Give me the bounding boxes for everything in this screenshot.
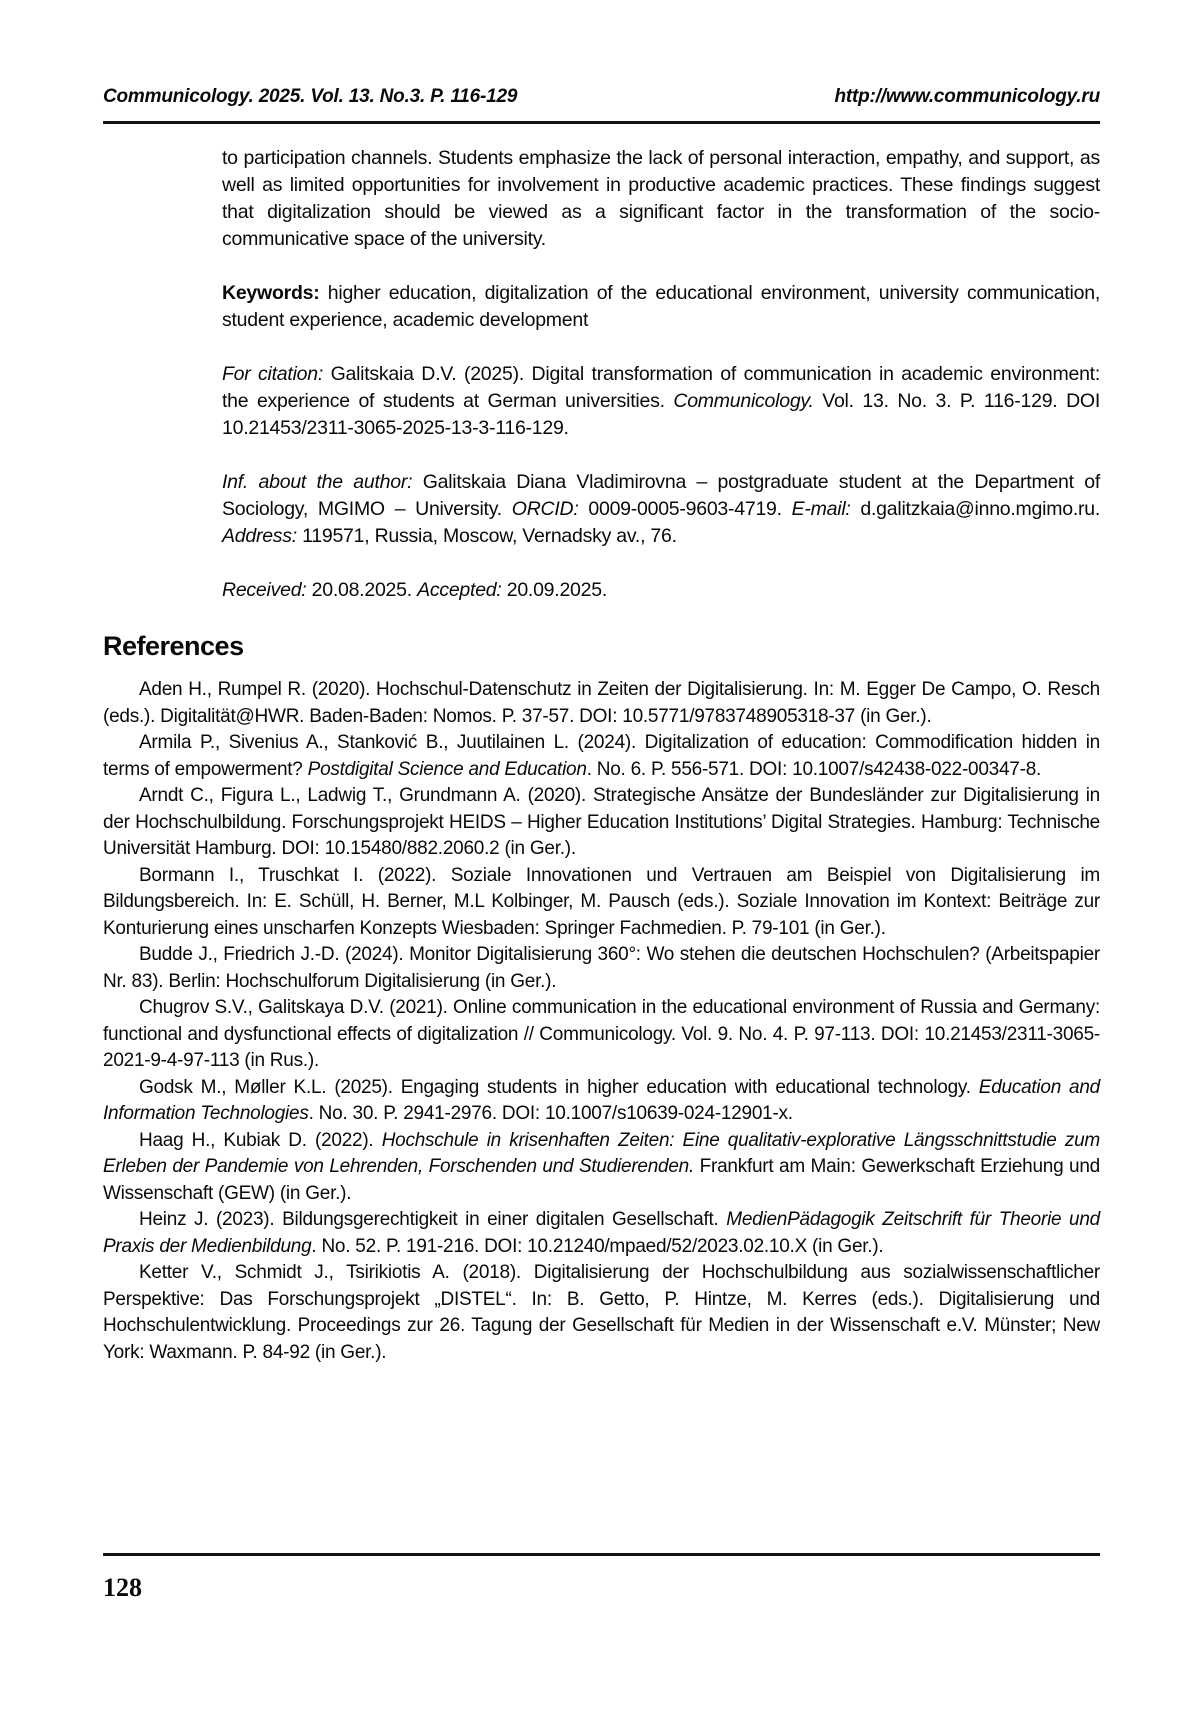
reference-item: Godsk M., Møller K.L. (2025). Engaging students in higher education with educational technology. Education and Information Technologies. No. 30. P. 2941-2976. DOI: 10.1007/s10639-024-12901-x. <box>103 1076 1100 1124</box>
journal-reference: Communicology. 2025. Vol. 13. No.3. P. 116-129 <box>103 86 518 107</box>
reference-item: Arndt C., Figura L., Ladwig T., Grundmann A. (2020). Strategische Ansätze der Bundesländer zur Digitalisierung in der Hochschulbildung. Forschungsprojekt HEIDS – Higher Education Institutions’ Digital Strategies. Hamburg: Technische Universität Hamburg. DOI: 10.15480/882.2060.2 (in Ger.). <box>103 785 1100 859</box>
reference-item: Ketter V., Schmidt J., Tsirikiotis A. (2018). Digitalisierung der Hochschulbildung aus sozialwissenschaftlicher Perspektive: Das Forschungsprojekt „DISTEL“. In: B. Getto, P. Hintze, M. Kerres (eds.). Digitalisierung und Hochschulentwicklung. Proceedings zur 26. Tagung der Gesellschaft für Medien in der Wissenschaft e.V. Münster; New York: Waxmann. P. 84-92 (in Ger.). <box>103 1262 1100 1363</box>
author-info-paragraph: Inf. about the author: Galitskaia Diana Vladimirovna – postgraduate student at the Department of Sociology, MGIMO – University. ORCID: 0009-0005-9603-4719. E-mail: d.galitzkaia@inno.mgimo.ru. Address: 119571, Russia, Moscow, Vernadsky av., 76. <box>222 471 1101 547</box>
reference-item: Bormann I., Truschkat I. (2022). Soziale Innovationen und Vertrauen am Beispiel von Digitalisierung im Bildungsbereich. In: E. Schüll, H. Berner, M.L Kolbinger, M. Pausch (eds.). Soziale Innovation im Kontext: Beiträge zur Konturierung eines unscharfen Konzepts Wiesbaden: Springer Fachmedien. P. 79-101 (in Ger.). <box>103 864 1100 939</box>
citation-paragraph: For citation: Galitskaia D.V. (2025). Digital transformation of communication in academic environment: the experience of students at German universities. Communicology. Vol. 13. No. 3. P. 116-129. DOI 10.21453/2311-3065-2025-13-3-116-129. <box>222 363 1100 439</box>
received-accepted-paragraph: Received: 20.08.2025. Accepted: 20.09.2025. <box>222 579 607 601</box>
keywords-paragraph: Keywords: higher education, digitalization of the educational environment, university communication, student experience, academic development <box>222 282 1100 331</box>
reference-item: Aden H., Rumpel R. (2020). Hochschul-Datenschutz in Zeiten der Digitalisierung. In: M. Egger De Campo, O. Resch (eds.). Digitalität@HWR. Baden-Baden: Nomos. P. 37-57. DOI: 10.5771/9783748905318-37 (in Ger.). <box>103 679 1100 727</box>
references-list <box>103 677 1100 1366</box>
page-footer <box>103 1553 1100 1603</box>
reference-item: Chugrov S.V., Galitskaya D.V. (2021). Online communication in the educational environment of Russia and Germany: functional and dysfunctional effects of digitalization // Communicology. Vol. 9. No. 4. P. 97-113. DOI: 10.21453/2311-3065-2021-9-4-97-113 (in Rus.). <box>103 997 1100 1071</box>
abstract-ending-paragraph: to participation channels. Students emphasize the lack of personal interaction, empathy, and support, as well as limited opportunities for involvement in productive academic practices. These findings suggest that digitalization should be viewed as a significant factor in the transformation of the socio-communicative space of the university. <box>222 147 1100 250</box>
page-number: 128 <box>103 1573 142 1602</box>
reference-item: Heinz J. (2023). Bildungsgerechtigkeit in einer digitalen Gesellschaft. MedienPädagogik Zeitschrift für Theorie und Praxis der Medienbildung. No. 52. P. 191-216. DOI: 10.21240/mpaed/52/2023.02.10.X (in Ger.). <box>103 1209 1100 1257</box>
front-matter <box>222 145 1100 604</box>
journal-url: http://www.communicology.ru <box>834 86 1100 107</box>
references-heading: References <box>103 631 244 661</box>
reference-item: Haag H., Kubiak D. (2022). Hochschule in krisenhaften Zeiten: Eine qualitativ-explorative Längsschnittstudie zum Erleben der Pandemie von Lehrenden, Forschenden und Studierenden. Frankfurt am Main: Gewerkschaft Erziehung und Wissenschaft (GEW) (in Ger.). <box>103 1129 1100 1204</box>
reference-item: Armila P., Sivenius A., Stanković B., Juutilainen L. (2024). Digitalization of education: Commodification hidden in terms of empowerment? Postdigital Science and Education. No. 6. P. 556-571. DOI: 10.1007/s42438-022-00347-8. <box>103 732 1100 780</box>
reference-item: Budde J., Friedrich J.-D. (2024). Monitor Digitalisierung 360°: Wo stehen die deutschen Hochschulen? (Arbeitspapier Nr. 83). Berlin: Hochschulforum Digitalisierung (in Ger.). <box>103 944 1100 992</box>
page-header <box>103 86 1100 124</box>
